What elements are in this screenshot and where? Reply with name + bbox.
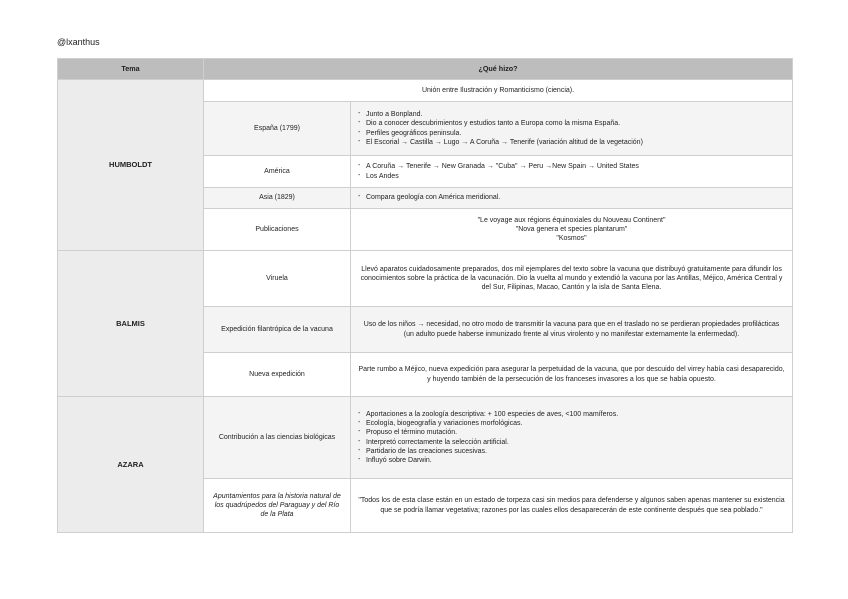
list-item: - A Coruña → Tenerife → New Granada → "Cuba" → Peru →New Spain → United States [358, 162, 785, 171]
table-row [58, 397, 793, 479]
row-content: "Todos los de esta clase están en un estado de torpeza casi sin medios para defenderse y algunos saben apenas mantener su existencia que se podría llamar vegetativa; razones por las cuales ellos desaparecerán de este continente después que sea poblado." [351, 479, 793, 533]
table-row [58, 251, 793, 307]
row-content [351, 156, 793, 188]
row-label: Apuntamientos para la historia natural de los quadrúpedos del Paraguay y del Río de la Plata [204, 479, 351, 533]
row-content: Parte rumbo a Méjico, nueva expedición para asegurar la perpetuidad de la vacuna, que por descuido del virrey había casi desaparecido, y huyendo también de la persecución de los franceses invasores a los que se había opuesto. [351, 353, 793, 397]
row-label: América [204, 156, 351, 188]
summary-table [57, 58, 793, 533]
list-item: - Partidario de las creaciones sucesivas. [358, 447, 785, 456]
row-label: Asia (1829) [204, 188, 351, 209]
publication-title: "Nova genera et species plantarum" [515, 225, 628, 233]
tema-humboldt: HUMBOLDT [58, 80, 204, 251]
list-item: - Ecología, biogeografía y variaciones morfológicas. [358, 419, 785, 428]
header-tema: Tema [58, 59, 204, 80]
row-content [351, 102, 793, 156]
row-content [351, 188, 793, 209]
list-item: - Los Andes [358, 172, 785, 181]
row-content [351, 397, 793, 479]
list-item: - Dio a conocer descubrimientos y estudios tanto a Europa como la misma España. [358, 119, 785, 128]
row-label: España (1799) [204, 102, 351, 156]
list-item: - El Escorial → Castilla → Lugo → A Coruña → Tenerife (variación altitud de la vegetación) [358, 138, 785, 147]
list-item: - Propuso el término mutación. [358, 428, 785, 437]
table-row [58, 80, 793, 102]
row-label: Viruela [204, 251, 351, 307]
row-content: Uso de los niños → necesidad, no otro modo de transmitir la vacuna para que en el traslado no se perdieran propiedades profilácticas (un adulto puede haberse inmunizado frente al virus virolento y no manifestar externamente la enfermedad). [351, 307, 793, 353]
list-item: - Junto a Bonpland. [358, 110, 785, 119]
list-item: - Interpretó correctamente la selección artificial. [358, 438, 785, 447]
author-handle: @lxanthus [57, 37, 100, 47]
tema-balmis: BALMIS [58, 251, 204, 397]
tema-azara: AZARA [58, 397, 204, 533]
publication-title: "Le voyage aux régions équinoxiales du Nouveau Continent" [477, 216, 666, 224]
row-label: Publicaciones [204, 209, 351, 251]
humboldt-intro: Unión entre Ilustración y Romanticismo (ciencia). [204, 80, 793, 102]
list-item: - Influyó sobre Darwin. [358, 456, 785, 465]
list-item: - Compara geología con América meridional. [358, 193, 785, 202]
row-label: Nueva expedición [204, 353, 351, 397]
row-content [351, 209, 793, 251]
row-label: Expedición filantrópica de la vacuna [204, 307, 351, 353]
list-item: - Perfiles geográficos peninsula. [358, 129, 785, 138]
table-header-row [58, 59, 793, 80]
header-que-hizo: ¿Qué hizo? [204, 59, 793, 80]
row-label: Contribución a las ciencias biológicas [204, 397, 351, 479]
publication-title: "Kosmos" [556, 235, 587, 243]
list-item: - Aportaciones a la zoología descriptiva: + 100 especies de aves, <100 mamíferos. [358, 410, 785, 419]
row-content: Llevó aparatos cuidadosamente preparados, dos mil ejemplares del texto sobre la vacuna que distribuyó gratuitamente para difundir los conocimientos sobre la práctica de la vacunación. Dio la vuelta al mundo y extendió la vacuna por las Antillas, Méjico, América Central y del Sur, Filipinas, Macao, Cantón y la isla de Santa Elena. [351, 251, 793, 307]
